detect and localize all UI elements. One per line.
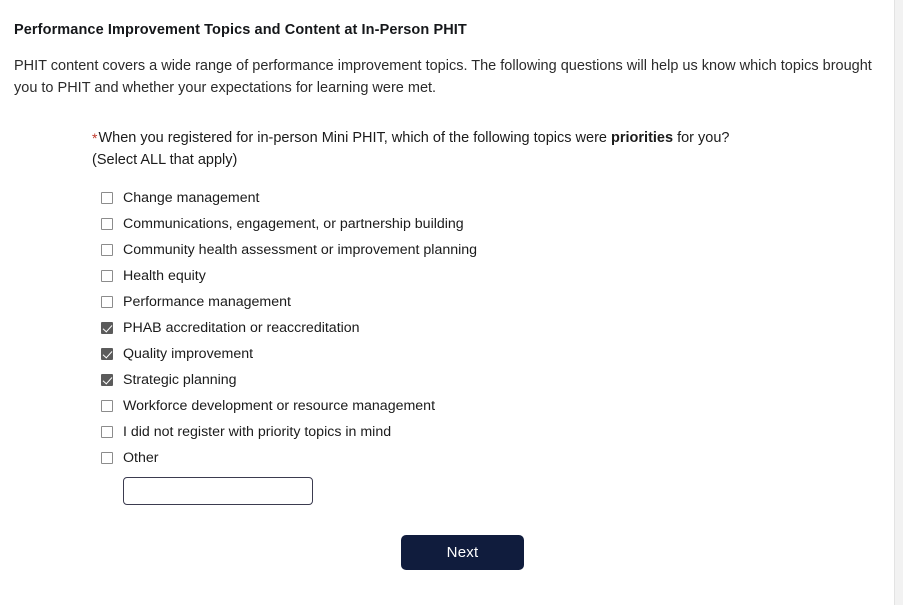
intro-text: PHIT content covers a wide range of performance improvement topics. The following questions will help us know which topics brought you to PHIT and whether your expectations for learning were met. (14, 58, 872, 97)
option-label: Performance management (123, 293, 291, 310)
checkbox-group (92, 185, 852, 505)
option-row[interactable] (101, 263, 852, 289)
page-title: Performance Improvement Topics and Content at In-Person PHIT (14, 22, 467, 38)
question-block (92, 128, 852, 505)
option-row[interactable] (101, 211, 852, 237)
option-row[interactable] (101, 315, 852, 341)
option-label: Health equity (123, 267, 206, 284)
question-subtext: (Select ALL that apply) (92, 152, 238, 169)
checkbox-icon[interactable] (101, 296, 113, 308)
option-label: Quality improvement (123, 345, 254, 362)
option-label: Strategic planning (123, 371, 237, 388)
question-bold-word: priorities (611, 130, 674, 146)
checkbox-icon[interactable] (101, 322, 113, 334)
checkbox-icon[interactable] (101, 218, 113, 230)
option-row[interactable] (101, 393, 852, 419)
option-label: Communications, engagement, or partnership building (123, 215, 464, 232)
next-button[interactable]: Next (401, 535, 524, 570)
checkbox-icon[interactable] (101, 374, 113, 386)
option-row-other[interactable] (101, 445, 852, 471)
checkbox-icon[interactable] (101, 426, 113, 438)
option-label: I did not register with priority topics in mind (123, 423, 392, 440)
option-label: Workforce development or resource management (123, 397, 436, 414)
question-text-after-bold: for you? (673, 130, 730, 146)
option-label: PHAB accreditation or reaccreditation (123, 319, 360, 336)
option-row[interactable] (101, 237, 852, 263)
checkbox-icon[interactable] (101, 192, 113, 204)
option-label: Other (123, 449, 159, 466)
checkbox-icon[interactable] (101, 270, 113, 282)
question-text-before-bold: When you registered for in-person Mini PHIT, which of the following topics were (98, 130, 612, 146)
page-right-edge (894, 0, 903, 605)
checkbox-icon[interactable] (101, 244, 113, 256)
other-text-input[interactable] (123, 477, 313, 505)
other-input-wrapper (101, 477, 852, 505)
question-text (92, 128, 852, 149)
option-row[interactable] (101, 185, 852, 211)
checkbox-icon[interactable] (101, 348, 113, 360)
option-row[interactable] (101, 289, 852, 315)
option-row[interactable] (101, 367, 852, 393)
option-label: Community health assessment or improvement planning (123, 241, 478, 258)
required-marker: * (92, 130, 98, 146)
checkbox-icon[interactable] (101, 452, 113, 464)
option-row[interactable] (101, 419, 852, 445)
option-label: Change management (123, 189, 260, 206)
checkbox-icon[interactable] (101, 400, 113, 412)
option-row[interactable] (101, 341, 852, 367)
